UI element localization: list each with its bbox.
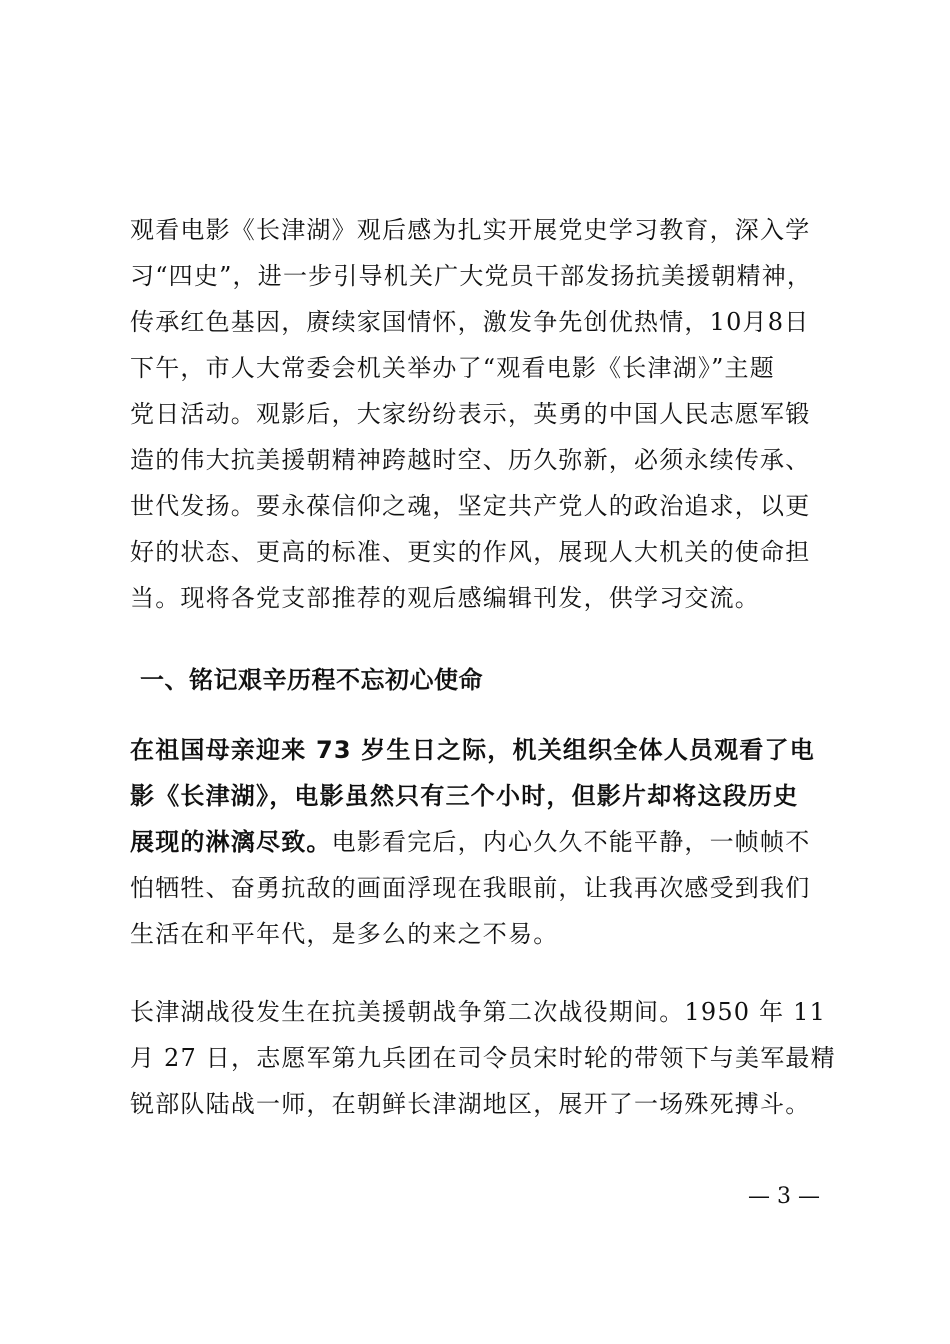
paragraph-2-line-2: 影《长津湖》，电影虽然只有三个小时，但影片却将这段历史 [130,782,799,810]
paragraph-3-line-3: 锐部队陆战一师，在朝鲜长津湖地区，展开了一场殊死搏斗。 [130,1090,811,1118]
page-number: — 3 — [748,1184,820,1209]
paragraph-1-line-2: 习“四史”，进一步引导机关广大党员干部发扬抗美援朝精神， [130,262,813,290]
paragraph-2-normal-fragment: 电影看完后，内心久久不能平静，一帧帧不 [331,828,811,856]
paragraph-2-bold-fragment: 展现的淋漓尽致。 [130,828,332,856]
paragraph-2-line-5: 生活在和平年代，是多么的来之不易。 [130,920,559,948]
paragraph-2-line-1: 在祖国母亲迎来 73 岁生日之际，机关组织全体人员观看了电 [130,736,815,764]
paragraph-1-line-6: 造的伟大抗美援朝精神跨越时空、历久弥新，必须永续传承、 [130,446,811,474]
paragraph-3-line-1: 长津湖战役发生在抗美援朝战争第二次战役期间。1950 年 11 [130,998,827,1026]
paragraph-2-line-3 [130,824,810,860]
paragraph-1-line-1: 观看电影《长津湖》观后感为扎实开展党史学习教育，深入学 [130,216,811,244]
section-heading: 一、铭记艰辛历程不忘初心使命 [140,666,483,694]
paragraph-1-line-8: 好的状态、更高的标准、更实的作风，展现人大机关的使命担 [130,538,811,566]
paragraph-1-line-9: 当。现将各党支部推荐的观后感编辑刊发，供学习交流。 [130,584,760,612]
paragraph-1-line-4: 下午，市人大常委会机关举办了“观看电影《长津湖》”主题 [130,354,775,382]
paragraph-1-line-7: 世代发扬。要永葆信仰之魂，坚定共产党人的政治追求，以更 [130,492,811,520]
paragraph-1-line-3: 传承红色基因，赓续家国情怀，激发争先创优热情，10月8日 [130,308,810,336]
paragraph-1-line-5: 党日活动。观影后，大家纷纷表示，英勇的中国人民志愿军锻 [130,400,811,428]
paragraph-3-line-2: 月 27 日，志愿军第九兵团在司令员宋时轮的带领下与美军最精 [130,1044,836,1072]
paragraph-2-line-4: 怕牺牲、奋勇抗敌的画面浮现在我眼前，让我再次感受到我们 [130,874,811,902]
